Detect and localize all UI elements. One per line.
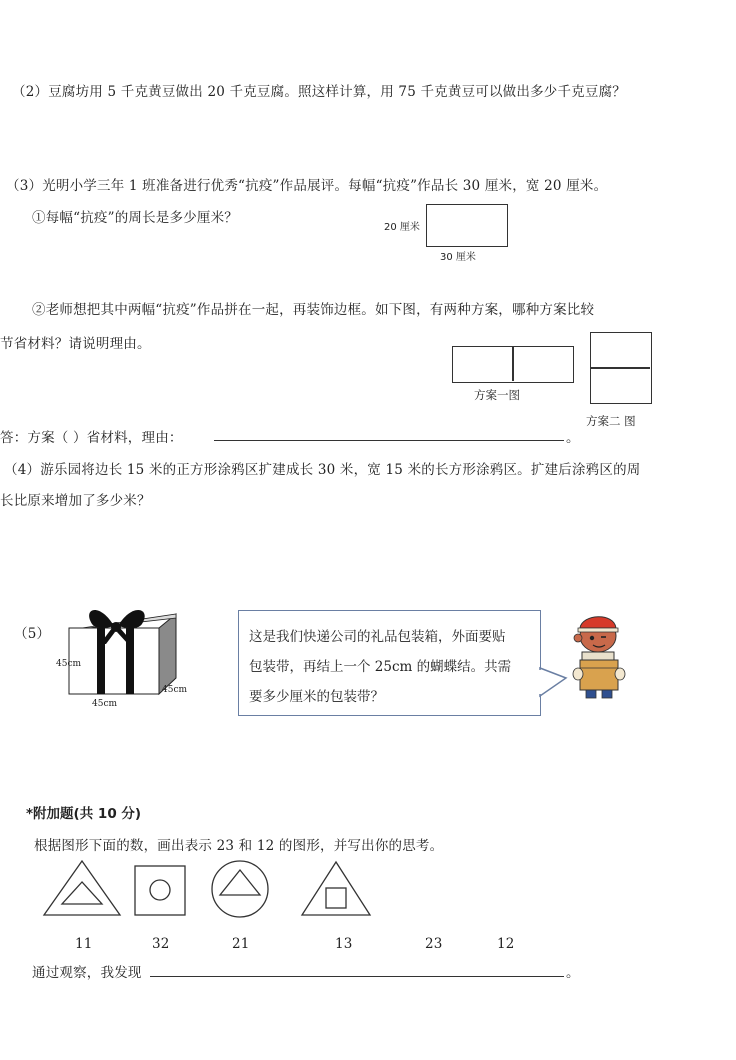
plan-two-figure: [590, 332, 652, 404]
answer-end: 。: [566, 430, 580, 446]
conclusion-prefix: 通过观察，我发现: [32, 965, 142, 981]
artwork-rectangle: [426, 204, 508, 247]
shape-number-1: 11: [75, 936, 93, 952]
plan-one-divider: [512, 347, 514, 381]
bubble-line-3: 要多少厘米的包装带？: [249, 689, 384, 705]
box-length-label: 45cm: [92, 699, 118, 709]
square-outer-icon: [135, 866, 185, 915]
shape-number-5: 23: [425, 936, 443, 952]
plan-one-figure: [452, 346, 574, 383]
rect-width-label: 20 厘米: [384, 222, 420, 233]
shape-number-3: 21: [232, 936, 250, 952]
parcel-box-icon: [580, 660, 618, 690]
gift-box-front: [69, 628, 159, 694]
plan-one-caption: 方案一图: [474, 388, 520, 402]
shape-number-2: 32: [152, 936, 170, 952]
triangle-inner-icon: [62, 882, 102, 904]
conclusion-end: 。: [566, 965, 580, 981]
bubble-line-2: 包装带，再结上一个 25cm 的蝴蝶结。共需: [249, 659, 512, 675]
answer-prefix: 答：方案（ ）省材料，理由：: [0, 430, 183, 446]
question-4-line1: （4）游乐园将边长 15 米的正方形涂鸦区扩建成长 30 米，宽 15 米的长方形涂鸦区。扩建后涂鸦区的周: [4, 462, 641, 478]
question-5-number: （5）: [14, 626, 51, 642]
gift-box-side: [159, 614, 176, 694]
circle-inner-icon: [150, 880, 170, 900]
shape-number-6: 12: [497, 936, 515, 952]
bonus-instruction: 根据图形下面的数，画出表示 23 和 12 的图形，并写出你的思考。: [34, 838, 444, 854]
box-height-label: 45cm: [56, 659, 82, 669]
question-4-line2: 长比原来增加了多少米？: [0, 493, 151, 509]
bow-left-loop: [89, 610, 114, 628]
delivery-boy-icon: [566, 608, 632, 700]
triangle-in-circle-icon: [220, 870, 260, 895]
conclusion-blank[interactable]: [150, 976, 564, 977]
question-3-sub2-line2: 节省材料？请说明理由。: [0, 336, 151, 352]
bonus-title: *附加题(共 10 分): [26, 806, 142, 822]
speech-bubble: [238, 610, 541, 716]
rect-length-label: 30 厘米: [440, 252, 476, 263]
plan-two-divider: [591, 367, 650, 369]
shape-number-4: 13: [335, 936, 353, 952]
answer-blank[interactable]: [214, 440, 564, 441]
gift-box-figure: [52, 598, 192, 716]
plan-two-caption: 方案二 图: [586, 414, 636, 428]
bow-right-loop: [118, 610, 145, 628]
question-3-sub2-line1: ②老师想把其中两幅“抗疫”作品拼在一起，再装饰边框。如下图，有两种方案，哪种方案比较: [32, 302, 595, 318]
question-2: （2）豆腐坊用 5 千克黄豆做出 20 千克豆腐。照这样计算，用 75 千克黄豆可以做出多少千克豆腐？: [12, 84, 626, 100]
triangle-outer-icon: [44, 861, 120, 915]
ribbon-left: [97, 628, 105, 694]
square-inner-icon: [326, 888, 346, 908]
shape-pattern-figures: [40, 858, 380, 920]
question-3-sub1: ①每幅“抗疫”的周长是多少厘米？: [32, 210, 239, 226]
bubble-line-1: 这是我们快递公司的礼品包装箱，外面要贴: [249, 629, 506, 645]
question-3-intro: （3）光明小学三年 1 班准备进行优秀“抗疫”作品展评。每幅“抗疫”作品长 30 厘米，宽 20 厘米。: [6, 178, 608, 194]
box-width-label: 45cm: [162, 685, 188, 695]
